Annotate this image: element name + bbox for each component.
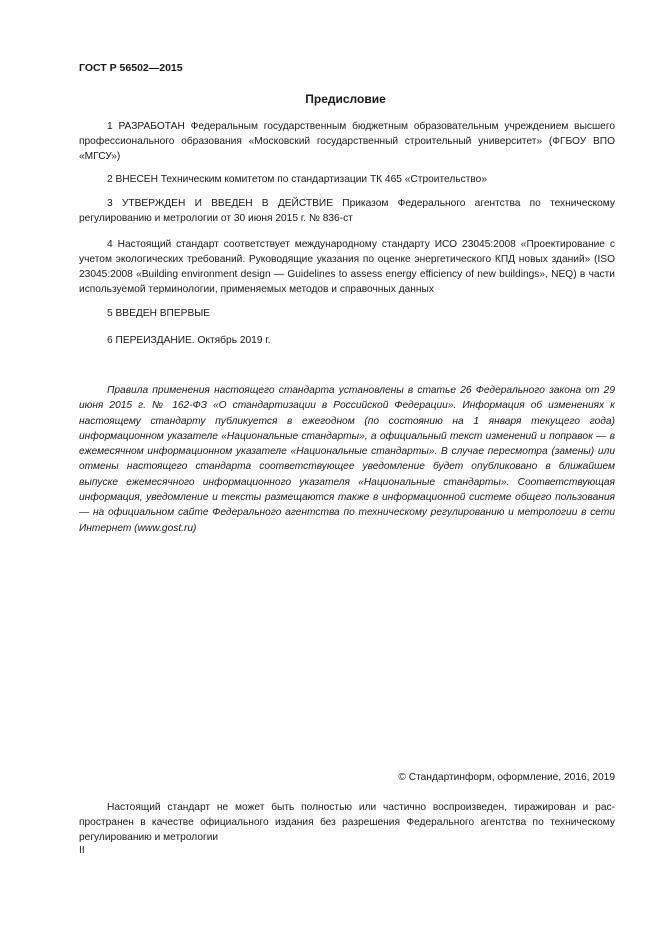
foreword-item-6 [79,333,615,348]
document-code: ГОСТ Р 56502—2015 [79,62,183,74]
page-number: II [79,845,85,856]
reproduction-notice-text: Настоящий стандарт не может быть полностью или частично воспроизведен, тиражирован и распространен в качестве официального издания без разрешения Федерального агентства по техническому регулированию и метрологии [79,802,615,843]
foreword-item-4-text: 4 Настоящий стандарт соответствует международному стандарту ИСО 23045:2008 «Проектирование с учетом экологических требований. Руководящие указания по оценке энергетического КПД новых зданий» (ISO 23045:2008 «Building environment design — Guidelines to assess energy efficiency of new buildings», NEQ) в части используемой терминологии, применяемых методов и справочных данных [79,239,615,295]
foreword-item-5 [79,306,615,321]
foreword-item-1-text: 1 РАЗРАБОТАН Федеральным государственным бюджетным образовательным учреждением высшего профессионального образования «Московский государственный строительный университет» (ФГБОУ ВПО «МГСУ») [79,121,615,162]
copyright-notice: © Стандартинформ, оформление, 2016, 2019 [398,772,615,783]
rules-note [79,383,615,536]
reproduction-notice [79,800,615,845]
foreword-item-3 [79,196,615,226]
rules-note-text: Правила применения настоящего стандарта установлены в статье 26 Федерального закона от 29 июня 2015 г. № 162-ФЗ «О стандартизации в Российской Федерации». Информация об изменениях к настоящему стандарту публикуется в ежегодном (по состоянию на 1 января текущего года) информационном указателе «Национальные стандарты», а официальный текст изменений и поправок — в ежемесячном информационном указателе «Национальные стандарты». В случае пересмотра (замены) или отмены настоящего стандарта соответствующее уведомление будет опубликовано в ближайшем выпуске ежемесячного информационного указателя «Национальные стандарты». Соответствующая информация, уведомление и тексты размещаются также в информационной системе общего пользования — на официальном сайте Федерального агентства по техническому регулированию и метрологии в сети Интернет (www.gost.ru) [79,385,615,534]
foreword-item-3-text: 3 УТВЕРЖДЕН И ВВЕДЕН В ДЕЙСТВИЕ Приказом Федерального агентства по техническому регулированию и метрологии от 30 июня 2015 г. № 836-ст [79,198,615,224]
foreword-item-1 [79,119,615,164]
foreword-item-4 [79,237,615,297]
foreword-item-2 [79,172,615,187]
foreword-item-6-text: 6 ПЕРЕИЗДАНИЕ. Октябрь 2019 г. [107,335,271,346]
foreword-item-2-text: 2 ВНЕСЕН Техническим комитетом по стандартизации ТК 465 «Строительство» [107,174,487,185]
foreword-item-5-text: 5 ВВЕДЕН ВПЕРВЫЕ [107,308,211,319]
section-title: Предисловие [305,92,386,106]
